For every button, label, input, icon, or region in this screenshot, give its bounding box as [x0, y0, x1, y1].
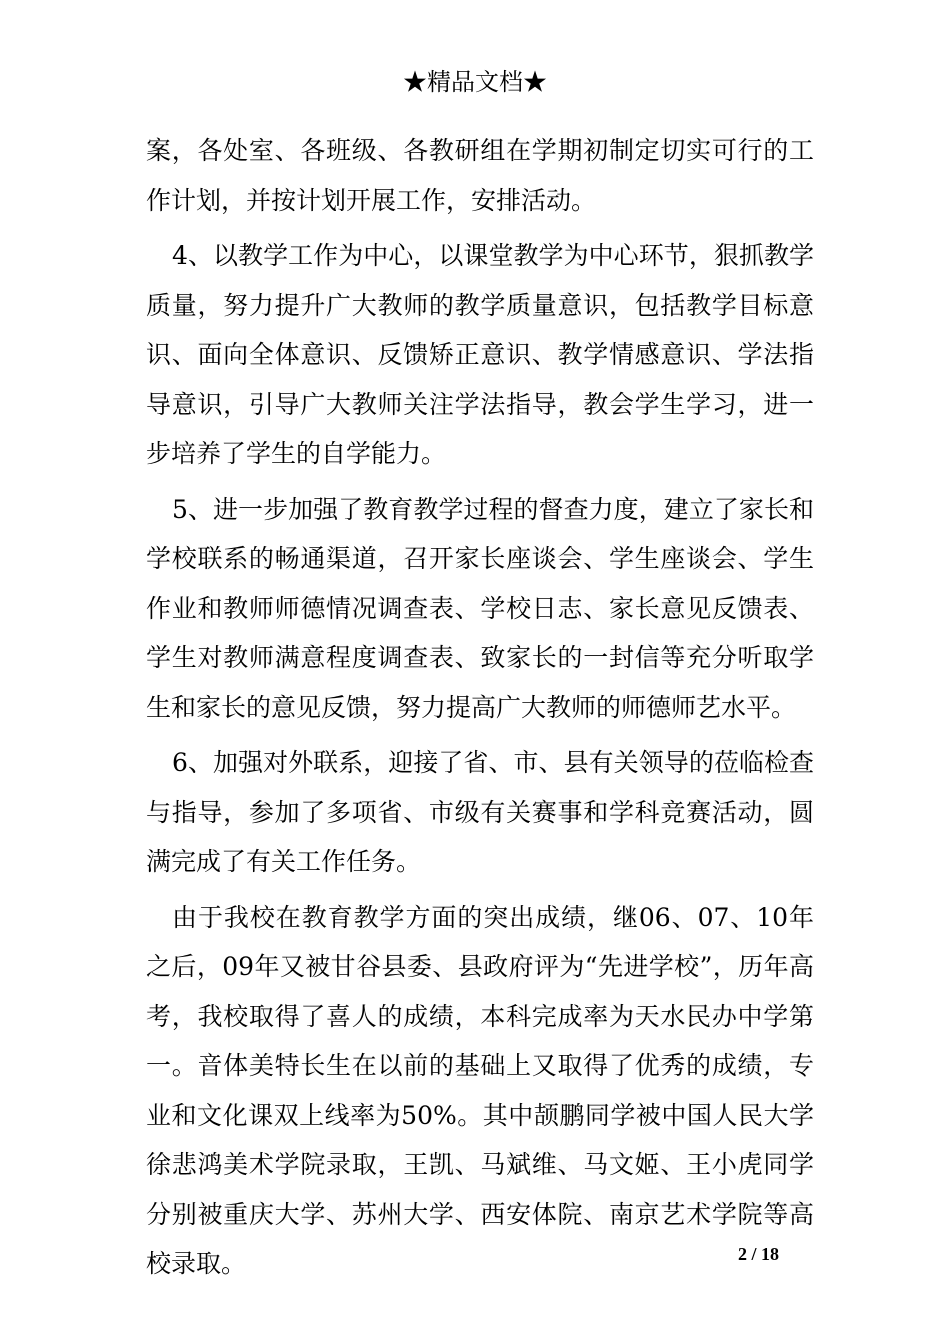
paragraph-continuation: 案，各处室、各班级、各教研组在学期初制定切实可行的工作计划，并按计划开展工作，安排活动。	[146, 136, 814, 215]
document-body	[146, 126, 814, 1295]
page-header-title: ★精品文档★	[403, 68, 547, 96]
page-number: 2 / 18	[738, 1244, 780, 1264]
paragraph-achievements: 由于我校在教育教学方面的突出成绩，继06、07、10年之后，09年又被甘谷县委、县政府评为“先进学校”，历年高考，我校取得了喜人的成绩，本科完成率为天水民办中学第一。音体美特长生在以前的基础上又取得了优秀的成绩，专业和文化课双上线率为50%。其中颉鹏同学被中国人民大学徐悲鸿美术学院录取，王凯、马斌维、马文姬、王小虎同学分别被重庆大学、苏州大学、西安体院、南京艺术学院等高校录取。	[146, 902, 814, 1278]
paragraph-item-5: 5、进一步加强了教育教学过程的督查力度，建立了家长和学校联系的畅通渠道，召开家长座谈会、学生座谈会、学生作业和教师师德情况调查表、学校日志、家长意见反馈表、学生对教师满意程度调查表、致家长的一封信等充分听取学生和家长的意见反馈，努力提高广大教师的师德师艺水平。	[146, 494, 814, 722]
paragraph-item-4: 4、以教学工作为中心，以课堂教学为中心环节，狠抓教学质量，努力提升广大教师的教学质量意识，包括教学目标意识、面向全体意识、反馈矫正意识、教学情感意识、学法指导意识，引导广大教师关注学法指导，教会学生学习，进一步培养了学生的自学能力。	[146, 241, 814, 468]
paragraph-item-6: 6、加强对外联系，迎接了省、市、县有关领导的莅临检查与指导，参加了多项省、市级有关赛事和学科竞赛活动，圆满完成了有关工作任务。	[146, 748, 814, 876]
